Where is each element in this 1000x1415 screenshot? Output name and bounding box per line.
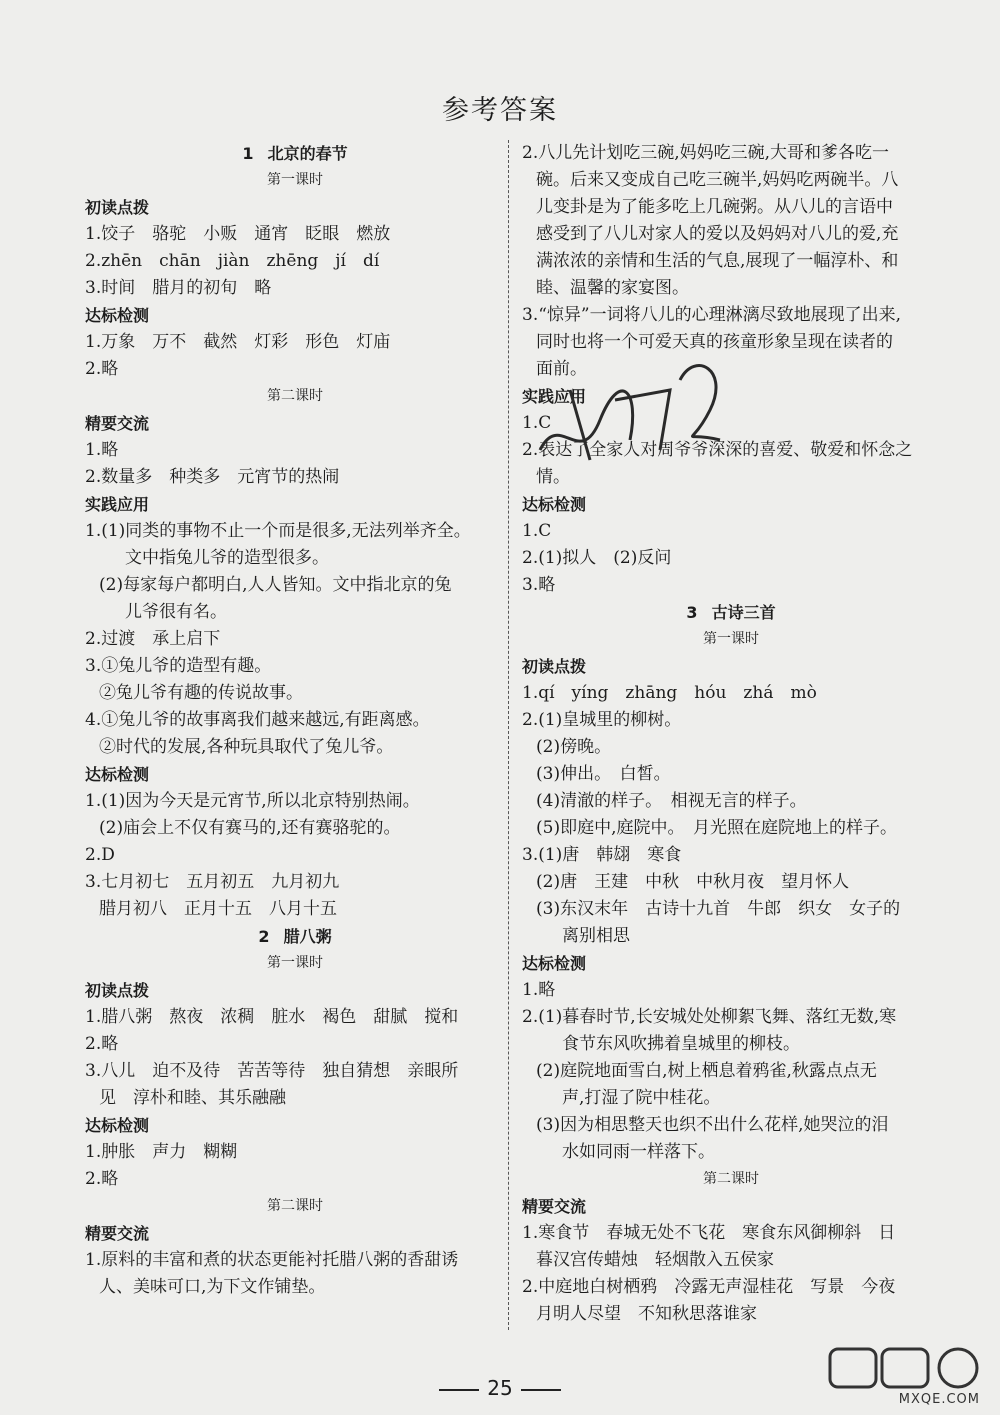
answer-line: 碗。后来又变成自己吃三碗半,妈妈吃两碗半。八 xyxy=(536,170,899,190)
answer-line: 1.(1)因为今天是元宵节,所以北京特别热闹。 xyxy=(85,791,420,811)
answer-line: 1.寒食节 春城无处不飞花 寒食东风御柳斜 日 xyxy=(522,1223,896,1243)
section-heading: 达标检测 xyxy=(522,954,587,973)
section-heading: 精要交流 xyxy=(85,1224,150,1243)
lesson-heading: 第一课时 xyxy=(267,172,323,188)
lesson-heading: 第二课时 xyxy=(703,1171,759,1187)
lesson-heading: 第一课时 xyxy=(703,631,759,647)
lesson-heading: 第二课时 xyxy=(267,1198,323,1214)
answer-line: 1.C xyxy=(522,413,552,433)
answer-line: 2.(1)皇城里的柳树。 xyxy=(522,710,682,730)
watermark-text: MXQE.COM xyxy=(898,1392,980,1407)
answer-line: 睦、温馨的家宴图。 xyxy=(536,278,689,298)
watermark-logo xyxy=(824,1345,984,1409)
answer-line: ②时代的发展,各种玩具取代了兔儿爷。 xyxy=(99,737,394,757)
answer-line: (5)即庭中,庭院中。 月光照在庭院地上的样子。 xyxy=(536,818,897,838)
answer-line: (3)因为相思整天也织不出什么花样,她哭泣的泪 xyxy=(536,1115,889,1135)
answer-line: 同时也将一个可爱天真的孩童形象呈现在读者的 xyxy=(536,332,893,352)
answer-line: 2.(1)拟人 (2)反问 xyxy=(522,548,672,568)
answer-line: 1.饺子 骆驼 小贩 通宵 眨眼 燃放 xyxy=(85,224,391,244)
chapter-title: 腊八粥 xyxy=(283,927,332,946)
section-heading: 达标检测 xyxy=(85,1116,150,1135)
answer-line: 1.略 xyxy=(85,440,119,460)
answer-line: (4)清澈的样子。 相视无言的样子。 xyxy=(536,791,807,811)
answer-line: 3.七月初七 五月初五 九月初九 xyxy=(85,872,340,892)
answer-line: 暮汉宫传蜡烛 轻烟散入五侯家 xyxy=(536,1250,774,1270)
chapter-number: 1 xyxy=(242,144,254,163)
answer-line: 声,打湿了院中桂花。 xyxy=(562,1088,721,1108)
answer-line: 1.肿胀 声力 糊糊 xyxy=(85,1142,238,1162)
section-heading: 精要交流 xyxy=(522,1197,587,1216)
answer-line: 文中指兔儿爷的造型很多。 xyxy=(125,548,329,568)
answer-line: (3)伸出。 白皙。 xyxy=(536,764,671,784)
answer-line: 3.八儿 迫不及待 苦苦等待 独自猜想 亲眼所 xyxy=(85,1061,459,1081)
answer-line: 2.略 xyxy=(85,1034,119,1054)
right-column xyxy=(522,140,940,1328)
answer-line: 2.略 xyxy=(85,1169,119,1189)
answer-line: 1.C xyxy=(522,521,552,541)
section-heading: 达标检测 xyxy=(85,306,150,325)
answer-line: 腊月初八 正月十五 八月十五 xyxy=(99,899,337,919)
answer-line: 2.中庭地白树栖鸦 冷露无声湿桂花 写景 今夜 xyxy=(522,1277,896,1297)
answer-line: 1.qí yíng zhāng hóu zhá mò xyxy=(522,683,817,703)
chapter-title: 北京的春节 xyxy=(267,144,348,163)
answer-line: 3.(1)唐 韩翃 寒食 xyxy=(522,845,682,865)
answer-line: (2)傍晚。 xyxy=(536,737,612,757)
chapter-title: 古诗三首 xyxy=(711,603,776,622)
answer-line: 2.zhēn chān jiàn zhēng jí dí xyxy=(85,251,380,271)
answer-line: (2)唐 王建 中秋 中秋月夜 望月怀人 xyxy=(536,872,850,892)
answer-line: 离别相思 xyxy=(562,926,630,946)
answer-line: (3)东汉末年 古诗十九首 牛郎 织女 女子的 xyxy=(536,899,901,919)
page-number-dash xyxy=(521,1389,561,1391)
section-heading: 达标检测 xyxy=(85,765,150,784)
answer-line: 满浓浓的亲情和生活的气息,展现了一幅淳朴、和 xyxy=(536,251,899,271)
answer-line: 3.时间 腊月的初旬 略 xyxy=(85,278,272,298)
answer-line: 2.表达了全家人对周爷爷深深的喜爱、敬爱和怀念之 xyxy=(522,440,913,460)
answer-line: 4.①兔儿爷的故事离我们越来越远,有距离感。 xyxy=(85,710,430,730)
section-heading: 达标检测 xyxy=(522,495,587,514)
answer-line: 面前。 xyxy=(536,359,587,379)
page-number-dash xyxy=(439,1389,479,1391)
chapter-number: 3 xyxy=(686,603,698,622)
answer-line: 水如同雨一样落下。 xyxy=(562,1142,715,1162)
answer-line: 3.略 xyxy=(522,575,556,595)
answer-line: 人、美味可口,为下文作铺垫。 xyxy=(99,1277,326,1297)
chapter-heading xyxy=(85,923,505,950)
answer-line: 1.原料的丰富和煮的状态更能衬托腊八粥的香甜诱 xyxy=(85,1250,459,1270)
answer-line: 2.数量多 种类多 元宵节的热闹 xyxy=(85,467,340,487)
answer-line: 食节东风吹拂着皇城里的柳枝。 xyxy=(562,1034,800,1054)
answer-line: 儿变卦是为了能多吃上几碗粥。从八儿的言语中 xyxy=(536,197,893,217)
answer-line: ②兔儿爷有趣的传说故事。 xyxy=(99,683,303,703)
answer-line: 情。 xyxy=(536,467,570,487)
chapter-heading xyxy=(522,599,940,626)
lesson-heading: 第一课时 xyxy=(267,955,323,971)
answer-line: (2)庭院地面雪白,树上栖息着鸦雀,秋露点点无 xyxy=(536,1061,877,1081)
answer-line: 感受到了八儿对家人的爱以及妈妈对八儿的爱,充 xyxy=(536,224,899,244)
chapter-heading xyxy=(85,140,505,167)
answer-line: 2.过渡 承上启下 xyxy=(85,629,221,649)
section-heading: 实践应用 xyxy=(522,387,587,406)
answer-line: (2)庙会上不仅有赛马的,还有赛骆驼的。 xyxy=(99,818,401,838)
answer-line: 2.D xyxy=(85,845,115,865)
answer-line: 2.略 xyxy=(85,359,119,379)
section-heading: 实践应用 xyxy=(85,495,150,514)
page-number-value: 25 xyxy=(487,1376,513,1400)
lesson-heading: 第二课时 xyxy=(267,388,323,404)
page-title: 参考答案 xyxy=(442,95,558,126)
handwriting-scribble xyxy=(520,330,740,490)
answer-line: 2.八儿先计划吃三碗,妈妈吃三碗,大哥和爹各吃一 xyxy=(522,143,890,163)
answer-line: (2)每家每户都明白,人人皆知。文中指北京的兔 xyxy=(99,575,452,595)
answer-line: 1.腊八粥 熬夜 浓稠 脏水 褐色 甜腻 搅和 xyxy=(85,1007,459,1027)
section-heading: 初读点拨 xyxy=(85,981,150,1000)
column-divider xyxy=(508,140,509,1330)
answer-line: 月明人尽望 不知秋思落谁家 xyxy=(536,1304,757,1324)
answer-line: 3.①兔儿爷的造型有趣。 xyxy=(85,656,272,676)
answer-line: 1.万象 万不 截然 灯彩 形色 灯庙 xyxy=(85,332,391,352)
left-column xyxy=(85,140,505,1301)
answer-line: 1.略 xyxy=(522,980,556,1000)
answer-line: 见 淳朴和睦、其乐融融 xyxy=(99,1088,286,1108)
section-heading: 初读点拨 xyxy=(522,657,587,676)
watermark-icon xyxy=(824,1345,984,1391)
section-heading: 初读点拨 xyxy=(85,198,150,217)
answer-line: 3.“惊异”一词将八儿的心理淋漓尽致地展现了出来, xyxy=(522,305,902,325)
section-heading: 精要交流 xyxy=(85,414,150,433)
chapter-number: 2 xyxy=(258,927,270,946)
answer-line: 儿爷很有名。 xyxy=(125,602,227,622)
answer-line: 1.(1)同类的事物不止一个而是很多,无法列举齐全。 xyxy=(85,521,471,541)
answer-line: 2.(1)暮春时节,长安城处处柳絮飞舞、落红无数,寒 xyxy=(522,1007,897,1027)
